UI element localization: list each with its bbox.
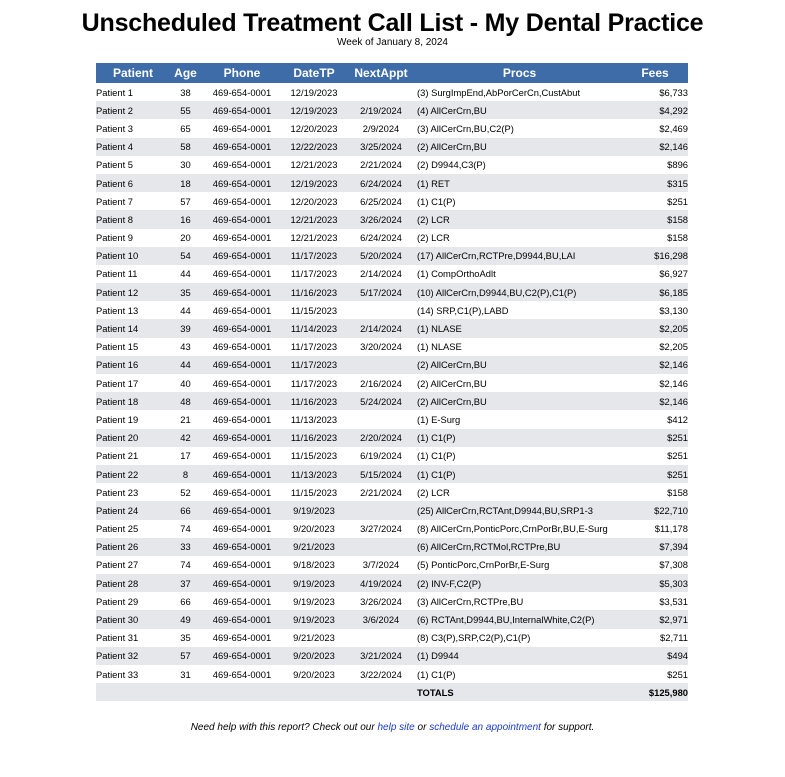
table-row <box>96 374 688 392</box>
cell-phone: 469-654-0001 <box>212 595 272 607</box>
schedule-appointment-link[interactable]: schedule an appointment <box>429 722 541 733</box>
cell-phone: 469-654-0001 <box>201 501 283 519</box>
cell-phone: 469-654-0001 <box>201 247 283 265</box>
cell-fees: $2,469 <box>659 122 688 134</box>
cell-patient: Patient 30 <box>96 610 170 628</box>
cell-patient: Patient 24 <box>96 501 170 519</box>
cell-nextappt: 3/22/2024 <box>360 668 402 680</box>
cell-patient: Patient 31 <box>96 632 139 644</box>
cell-fees: $251 <box>667 195 688 207</box>
cell-patient: Patient 9 <box>96 232 134 244</box>
cell-phone: 469-654-0001 <box>201 647 283 665</box>
totals-fees: $125,980 <box>622 683 688 701</box>
cell-nextappt: 5/15/2024 <box>345 465 417 483</box>
totals-label: TOTALS <box>417 683 622 701</box>
cell-phone: 469-654-0001 <box>212 195 272 207</box>
table-row <box>96 301 688 319</box>
table-row <box>96 283 688 301</box>
cell-procs: (2) AllCerCrn,BU <box>417 138 622 156</box>
cell-phone: 469-654-0001 <box>212 486 272 498</box>
cell-fees: $494 <box>622 647 688 665</box>
footer-text-before: Need help with this report? Check out our <box>190 722 378 733</box>
table-row <box>96 229 688 247</box>
cell-patient: Patient 27 <box>96 559 139 571</box>
cell-procs: (8) C3(P),SRP,C2(P),C1(P) <box>417 632 531 644</box>
totals-cell-empty <box>170 683 201 701</box>
cell-nextappt: 5/24/2024 <box>345 392 417 410</box>
cell-phone: 469-654-0001 <box>212 304 272 316</box>
cell-datetp: 9/21/2023 <box>293 632 335 644</box>
cell-phone: 469-654-0001 <box>201 574 283 592</box>
cell-procs: (17) AllCerCrn,RCTPre,D9944,BU,LAI <box>417 247 622 265</box>
table-row <box>96 610 688 628</box>
cell-fees: $412 <box>667 413 688 425</box>
cell-patient: Patient 32 <box>96 647 170 665</box>
cell-procs: (3) AllCerCrn,BU,C2(P) <box>417 122 514 134</box>
cell-datetp: 11/15/2023 <box>290 486 338 498</box>
cell-procs: (2) LCR <box>417 486 450 498</box>
footer-text-after: for support. <box>540 722 595 733</box>
table-row <box>96 210 688 228</box>
table-row <box>96 465 688 483</box>
call-list-table <box>96 63 688 701</box>
cell-procs: (2) AllCerCrn,BU <box>417 377 487 389</box>
cell-procs: (1) RET <box>417 174 622 192</box>
cell-fees: $5,303 <box>622 574 688 592</box>
cell-age: 58 <box>170 138 201 156</box>
cell-nextappt: 3/7/2024 <box>362 559 400 571</box>
cell-patient: Patient 21 <box>96 450 139 462</box>
cell-datetp: 12/20/2023 <box>290 122 338 134</box>
cell-patient: Patient 10 <box>96 247 170 265</box>
cell-datetp: 9/19/2023 <box>283 574 345 592</box>
cell-procs: (6) AllCerCrn,RCTMol,RCTPre,BU <box>417 538 622 556</box>
cell-datetp: 9/20/2023 <box>283 647 345 665</box>
cell-fees: $315 <box>622 174 688 192</box>
cell-fees: $7,394 <box>622 538 688 556</box>
cell-procs: (1) NLASE <box>417 341 462 353</box>
cell-datetp: 11/13/2023 <box>283 465 345 483</box>
cell-datetp: 9/20/2023 <box>293 523 335 535</box>
cell-nextappt <box>345 538 417 556</box>
cell-procs: (1) NLASE <box>417 319 622 337</box>
cell-phone: 469-654-0001 <box>212 523 272 535</box>
cell-nextappt: 3/27/2024 <box>360 523 402 535</box>
cell-nextappt: 4/19/2024 <box>345 574 417 592</box>
cell-procs: (1) CompOrthoAdlt <box>417 268 496 280</box>
cell-patient: Patient 4 <box>96 138 170 156</box>
table-row <box>96 556 688 574</box>
cell-fees: $3,130 <box>659 304 688 316</box>
table-row <box>96 119 688 137</box>
cell-nextappt: 3/20/2024 <box>360 341 402 353</box>
cell-age: 48 <box>170 392 201 410</box>
cell-fees: $2,205 <box>659 341 688 353</box>
cell-nextappt: 2/14/2024 <box>345 319 417 337</box>
cell-datetp: 12/20/2023 <box>290 195 338 207</box>
cell-patient: Patient 33 <box>96 668 139 680</box>
cell-phone: 469-654-0001 <box>212 668 272 680</box>
table-header-row <box>96 63 688 83</box>
cell-age: 21 <box>180 413 191 425</box>
cell-nextappt <box>345 356 417 374</box>
cell-fees: $251 <box>667 668 688 680</box>
footer-help-text <box>0 721 785 734</box>
cell-procs: (6) RCTAnt,D9944,BU,InternalWhite,C2(P) <box>417 610 622 628</box>
cell-fees: $3,531 <box>659 595 688 607</box>
column-header-datetp: DateTP <box>283 63 345 83</box>
cell-patient: Patient 8 <box>96 210 170 228</box>
cell-phone: 469-654-0001 <box>201 174 283 192</box>
cell-datetp: 11/17/2023 <box>290 268 338 280</box>
cell-nextappt <box>345 501 417 519</box>
cell-age: 66 <box>170 501 201 519</box>
cell-procs: (2) LCR <box>417 210 622 228</box>
cell-patient: Patient 25 <box>96 523 139 535</box>
cell-patient: Patient 28 <box>96 574 170 592</box>
cell-patient: Patient 14 <box>96 319 170 337</box>
totals-row <box>96 683 688 701</box>
cell-fees: $2,146 <box>659 377 688 389</box>
cell-phone: 469-654-0001 <box>212 268 272 280</box>
cell-patient: Patient 20 <box>96 429 170 447</box>
cell-procs: (1) C1(P) <box>417 465 622 483</box>
cell-nextappt <box>345 629 417 647</box>
cell-nextappt: 2/21/2024 <box>360 486 402 498</box>
cell-age: 66 <box>180 595 191 607</box>
cell-datetp: 11/17/2023 <box>283 356 345 374</box>
table-row <box>96 483 688 501</box>
cell-age: 52 <box>180 486 191 498</box>
cell-age: 35 <box>180 632 191 644</box>
cell-patient: Patient 18 <box>96 392 170 410</box>
cell-procs: (2) AllCerCrn,BU <box>417 392 622 410</box>
cell-phone: 469-654-0001 <box>212 159 272 171</box>
cell-datetp: 9/19/2023 <box>293 595 335 607</box>
cell-procs: (25) AllCerCrn,RCTAnt,D9944,BU,SRP1-3 <box>417 501 622 519</box>
cell-age: 33 <box>170 538 201 556</box>
cell-nextappt: 3/6/2024 <box>345 610 417 628</box>
cell-fees: $2,146 <box>622 138 688 156</box>
cell-fees: $7,308 <box>659 559 688 571</box>
cell-age: 39 <box>170 319 201 337</box>
page-title: Unscheduled Treatment Call List - My Dental Practice <box>81 9 704 37</box>
cell-fees: $158 <box>667 232 688 244</box>
cell-fees: $22,710 <box>622 501 688 519</box>
cell-fees: $2,146 <box>622 392 688 410</box>
cell-nextappt: 2/19/2024 <box>345 101 417 119</box>
cell-age: 38 <box>180 86 191 98</box>
table-row <box>96 138 688 156</box>
table-row <box>96 156 688 174</box>
cell-age: 74 <box>180 523 191 535</box>
cell-datetp: 12/22/2023 <box>283 138 345 156</box>
table-row <box>96 629 688 647</box>
cell-patient: Patient 7 <box>96 195 134 207</box>
table-row <box>96 174 688 192</box>
cell-datetp: 12/19/2023 <box>283 101 345 119</box>
cell-phone: 469-654-0001 <box>212 122 272 134</box>
cell-nextappt <box>345 301 417 319</box>
table-row <box>96 447 688 465</box>
cell-patient: Patient 11 <box>96 268 138 280</box>
cell-age: 31 <box>180 668 191 680</box>
cell-age: 40 <box>180 377 191 389</box>
column-header-patient: Patient <box>96 63 170 83</box>
cell-age: 8 <box>170 465 201 483</box>
cell-datetp: 9/21/2023 <box>283 538 345 556</box>
cell-procs: (2) AllCerCrn,BU <box>417 356 622 374</box>
table-row <box>96 101 688 119</box>
cell-patient: Patient 29 <box>96 595 139 607</box>
cell-fees: $896 <box>667 159 688 171</box>
table-row <box>96 647 688 665</box>
cell-age: 74 <box>180 559 191 571</box>
cell-procs: (1) C1(P) <box>417 195 456 207</box>
cell-datetp: 12/21/2023 <box>290 159 338 171</box>
cell-patient: Patient 2 <box>96 101 170 119</box>
cell-phone: 469-654-0001 <box>201 429 283 447</box>
cell-phone: 469-654-0001 <box>212 632 272 644</box>
cell-procs: (1) C1(P) <box>417 450 456 462</box>
cell-phone: 469-654-0001 <box>212 377 272 389</box>
cell-nextappt: 2/20/2024 <box>345 429 417 447</box>
cell-age: 57 <box>180 195 191 207</box>
cell-datetp: 12/19/2023 <box>290 86 338 98</box>
cell-fees: $158 <box>622 210 688 228</box>
cell-nextappt: 2/9/2024 <box>362 122 400 134</box>
table-row <box>96 338 688 356</box>
cell-fees: $2,711 <box>660 632 688 644</box>
cell-datetp: 12/19/2023 <box>283 174 345 192</box>
cell-procs: (14) SRP,C1(P),LABD <box>417 304 509 316</box>
cell-fees: $251 <box>667 450 688 462</box>
cell-nextappt: 5/20/2024 <box>345 247 417 265</box>
totals-cell-empty <box>96 683 170 701</box>
cell-phone: 469-654-0001 <box>212 232 272 244</box>
cell-nextappt: 2/16/2024 <box>360 377 402 389</box>
cell-patient: Patient 17 <box>96 377 139 389</box>
table-row <box>96 265 688 283</box>
cell-procs: (4) AllCerCrn,BU <box>417 101 622 119</box>
column-header-age: Age <box>170 63 201 83</box>
cell-fees: $2,205 <box>622 319 688 337</box>
table-row <box>96 429 688 447</box>
report-subtitle: Week of January 8, 2024 <box>337 37 448 48</box>
column-header-nextappt: NextAppt <box>345 63 417 83</box>
cell-procs: (1) D9944 <box>417 647 622 665</box>
cell-phone: 469-654-0001 <box>201 283 283 301</box>
cell-nextappt: 6/25/2024 <box>360 195 402 207</box>
cell-phone: 469-654-0001 <box>212 559 272 571</box>
cell-patient: Patient 5 <box>96 159 134 171</box>
cell-nextappt: 6/24/2024 <box>360 232 402 244</box>
cell-patient: Patient 1 <box>96 86 134 98</box>
cell-procs: (2) LCR <box>417 232 450 244</box>
cell-nextappt <box>345 410 417 428</box>
cell-fees: $2,146 <box>622 356 688 374</box>
cell-phone: 469-654-0001 <box>201 356 283 374</box>
cell-age: 54 <box>170 247 201 265</box>
table-row <box>96 356 688 374</box>
cell-nextappt: 5/17/2024 <box>345 283 417 301</box>
cell-phone: 469-654-0001 <box>201 392 283 410</box>
cell-phone: 469-654-0001 <box>201 101 283 119</box>
cell-age: 16 <box>170 210 201 228</box>
cell-age: 55 <box>170 101 201 119</box>
cell-age: 18 <box>170 174 201 192</box>
cell-nextappt: 2/21/2024 <box>360 159 402 171</box>
cell-datetp: 11/16/2023 <box>283 392 345 410</box>
cell-procs: (8) AllCerCrn,PonticPorc,CrnPorBr,BU,E-Surg <box>417 523 608 535</box>
column-header-fees: Fees <box>622 63 688 83</box>
cell-phone: 469-654-0001 <box>201 138 283 156</box>
cell-procs: (2) D9944,C3(P) <box>417 159 486 171</box>
cell-age: 20 <box>180 232 191 244</box>
table-row <box>96 319 688 337</box>
table-row <box>96 538 688 556</box>
cell-fees: $158 <box>667 486 688 498</box>
cell-fees: $11,178 <box>654 523 688 535</box>
cell-procs: (3) AllCerCrn,RCTPre,BU <box>417 595 524 607</box>
totals-cell-empty <box>201 683 283 701</box>
cell-datetp: 9/18/2023 <box>293 559 335 571</box>
cell-patient: Patient 23 <box>96 486 139 498</box>
cell-datetp: 11/15/2023 <box>290 304 338 316</box>
table-row <box>96 520 688 538</box>
table-row <box>96 192 688 210</box>
help-site-link[interactable]: help site <box>377 722 415 733</box>
column-header-procs: Procs <box>417 63 622 83</box>
cell-procs: (10) AllCerCrn,D9944,BU,C2(P),C1(P) <box>417 283 622 301</box>
cell-age: 43 <box>180 341 191 353</box>
table-row <box>96 247 688 265</box>
cell-age: 44 <box>180 268 191 280</box>
cell-patient: Patient 19 <box>96 413 139 425</box>
cell-procs: (2) INV-F,C2(P) <box>417 574 622 592</box>
table-row <box>96 410 688 428</box>
cell-procs: (5) PonticPorc,CrnPorBr,E-Surg <box>417 559 550 571</box>
cell-nextappt: 6/19/2024 <box>360 450 402 462</box>
footer-text-middle: or <box>414 722 430 733</box>
cell-patient: Patient 3 <box>96 122 134 134</box>
cell-datetp: 11/16/2023 <box>283 429 345 447</box>
cell-procs: (1) C1(P) <box>417 429 622 447</box>
cell-patient: Patient 12 <box>96 283 170 301</box>
cell-fees: $6,927 <box>659 268 688 280</box>
cell-datetp: 9/19/2023 <box>283 610 345 628</box>
cell-fees: $6,733 <box>659 86 688 98</box>
table-row <box>96 665 688 683</box>
cell-age: 44 <box>180 304 191 316</box>
table-row <box>96 501 688 519</box>
cell-phone: 469-654-0001 <box>212 413 272 425</box>
cell-age: 44 <box>170 356 201 374</box>
cell-datetp: 11/17/2023 <box>290 377 338 389</box>
cell-datetp: 9/19/2023 <box>283 501 345 519</box>
cell-nextappt <box>345 83 417 101</box>
table-row <box>96 574 688 592</box>
cell-nextappt: 3/25/2024 <box>345 138 417 156</box>
cell-phone: 469-654-0001 <box>201 465 283 483</box>
cell-patient: Patient 26 <box>96 538 170 556</box>
cell-phone: 469-654-0001 <box>201 319 283 337</box>
cell-age: 49 <box>170 610 201 628</box>
cell-phone: 469-654-0001 <box>212 341 272 353</box>
cell-patient: Patient 22 <box>96 465 170 483</box>
cell-nextappt: 2/14/2024 <box>360 268 402 280</box>
cell-patient: Patient 15 <box>96 341 139 353</box>
cell-phone: 469-654-0001 <box>212 86 272 98</box>
table-row <box>96 592 688 610</box>
cell-procs: (1) E-Surg <box>417 413 461 425</box>
column-header-phone: Phone <box>201 63 283 83</box>
cell-datetp: 11/16/2023 <box>283 283 345 301</box>
cell-procs: (1) C1(P) <box>417 668 456 680</box>
totals-cell-empty <box>283 683 345 701</box>
cell-datetp: 12/21/2023 <box>283 210 345 228</box>
cell-phone: 469-654-0001 <box>201 538 283 556</box>
cell-age: 17 <box>180 450 191 462</box>
table-row <box>96 83 688 101</box>
cell-fees: $6,185 <box>622 283 688 301</box>
cell-fees: $251 <box>622 465 688 483</box>
cell-age: 65 <box>180 122 191 134</box>
cell-age: 30 <box>180 159 191 171</box>
totals-cell-empty <box>345 683 417 701</box>
cell-patient: Patient 6 <box>96 174 170 192</box>
cell-fees: $16,298 <box>622 247 688 265</box>
cell-phone: 469-654-0001 <box>201 210 283 228</box>
cell-fees: $251 <box>622 429 688 447</box>
cell-phone: 469-654-0001 <box>212 450 272 462</box>
table-row <box>96 392 688 410</box>
cell-fees: $4,292 <box>622 101 688 119</box>
cell-age: 42 <box>170 429 201 447</box>
cell-age: 35 <box>170 283 201 301</box>
cell-nextappt: 3/26/2024 <box>360 595 402 607</box>
cell-datetp: 12/21/2023 <box>290 232 338 244</box>
cell-datetp: 11/15/2023 <box>290 450 338 462</box>
cell-datetp: 9/20/2023 <box>293 668 335 680</box>
cell-datetp: 11/13/2023 <box>290 413 338 425</box>
cell-age: 37 <box>170 574 201 592</box>
cell-patient: Patient 13 <box>96 304 139 316</box>
cell-nextappt: 3/21/2024 <box>345 647 417 665</box>
cell-datetp: 11/17/2023 <box>283 247 345 265</box>
cell-fees: $2,971 <box>622 610 688 628</box>
cell-nextappt: 3/26/2024 <box>345 210 417 228</box>
cell-procs: (3) SurgImpEnd,AbPorCerCn,CustAbut <box>417 86 581 98</box>
cell-nextappt: 6/24/2024 <box>345 174 417 192</box>
cell-datetp: 11/14/2023 <box>283 319 345 337</box>
cell-patient: Patient 16 <box>96 356 170 374</box>
cell-datetp: 11/17/2023 <box>290 341 338 353</box>
cell-age: 57 <box>170 647 201 665</box>
cell-phone: 469-654-0001 <box>201 610 283 628</box>
